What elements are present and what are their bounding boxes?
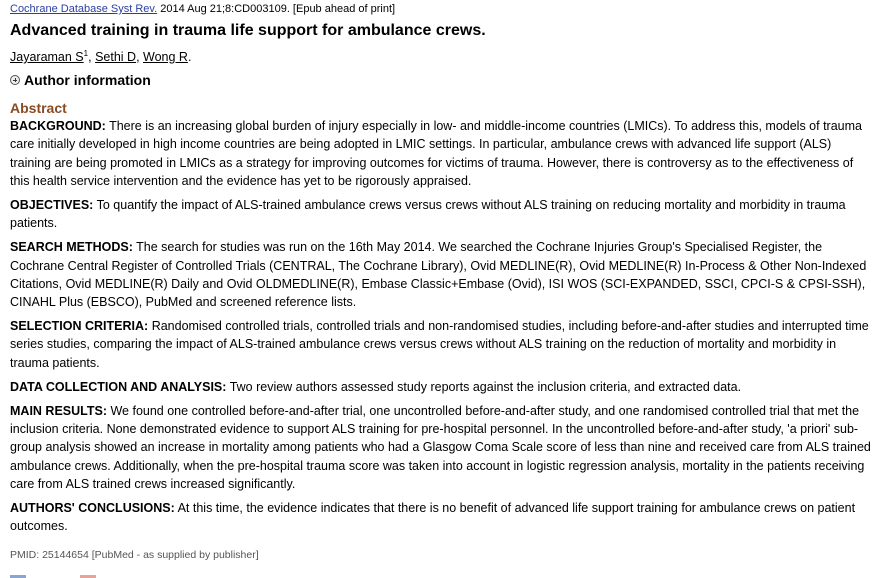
author-link[interactable]: Sethi D	[95, 50, 137, 65]
abstract-section-search-methods	[10, 238, 871, 311]
section-label: SEARCH METHODS:	[10, 240, 133, 255]
abstract-section-conclusions	[10, 499, 871, 535]
section-text: Randomised controlled trials, controlled trials and non-randomised studies, including before-and-after studies and interrupted time series studies, comparing the impact of ALS-trained ambulance crews versus crews without ALS training on the reduction of mortality and morbidity in trauma patients.	[10, 319, 869, 370]
citation-line	[10, 2, 871, 16]
section-text: There is an increasing global burden of injury especially in low- and middle-income countries (LMICs). To address this, models of trauma care initially developed in high income countries are being adopted in LMIC settings. In particular, ambulance crews with advanced life support (ALS) training are being promoted in LMICs as a strategy for improving outcomes for victims of trauma. However, there is controversy as to the effectiveness of this health service intervention and the evidence has yet to be rigorously appraised.	[10, 119, 862, 188]
section-text: At this time, the evidence indicates that there is no benefit of advanced life support training for ambulance crews on patient outcomes.	[10, 501, 856, 534]
abstract-section-background	[10, 117, 871, 190]
article-title: Advanced training in trauma life support for ambulance crews.	[10, 22, 486, 39]
author-information-toggle[interactable]	[10, 71, 871, 89]
section-label: DATA COLLECTION AND ANALYSIS:	[10, 379, 227, 394]
pmid-line: PMID: 25144654 [PubMed - as supplied by publisher]	[10, 549, 259, 562]
abstract-heading: Abstract	[10, 100, 67, 117]
author-information-label: Author information	[24, 72, 151, 89]
author-affiliation-sup: 1	[83, 49, 89, 58]
author-link[interactable]: Jayaraman S	[10, 50, 84, 65]
author-list: Jayaraman $S^1$, Sethi D, Wong R.	[10, 49, 192, 65]
section-label: SELECTION CRITERIA:	[10, 319, 149, 334]
abstract-body	[10, 117, 871, 535]
section-label: OBJECTIVES:	[10, 197, 94, 212]
section-text: To quantify the impact of ALS-trained ambulance crews versus crews without ALS training on reducing mortality and morbidity in trauma patients.	[10, 197, 846, 231]
section-text: The search for studies was run on the 16th May 2014. We searched the Cochrane Injuries Group's Specialised Register, the Cochrane Central Register of Controlled Trials (CENTRAL, The Cochrane Library), Ovid MEDLINE(R), Ovid MEDLINE(R) In-Process & Other Non-Indexed Citations, Ovid MEDLINE(R) Daily and Ovid OLDMEDLINE(R), Embase Classic+Embase (Ovid), ISI WOS (SCI-EXPANDED, SSCI, CPCI-S & CPSI-SSH), CINAHL Plus (EBSCO), PubMed and screened reference lists.	[10, 240, 867, 309]
abstract-section-data-collection	[10, 378, 871, 396]
section-label: MAIN RESULTS:	[10, 404, 107, 418]
abstract-section-objectives	[10, 196, 871, 232]
citation-details: 2014 Aug 21;8:CD003109. [Epub ahead of print]	[157, 3, 396, 15]
abstract-section-selection-criteria	[10, 317, 871, 372]
section-label: BACKGROUND:	[10, 119, 106, 134]
section-text: Two review authors assessed study reports against the inclusion criteria, and extracted data.	[229, 379, 742, 394]
journal-link[interactable]: Cochrane Database Syst Rev.	[10, 3, 158, 15]
section-label: AUTHORS' CONCLUSIONS:	[10, 501, 175, 516]
section-text: We found one controlled before-and-after trial, one uncontrolled before-and-after study, and one randomised controlled trial that met the inclusion criteria. None demonstrated evidence to support ALS training for pre-hospital personnel. In the uncontrolled before-and-after study, 'a priori' sub-group analysis showed an increase in mortality among patients who had a Glasgow Coma Scale score of less than nine and received care from ALS trained ambulance crews. Additionally, when the pre-hospital trauma score was taken into account in logistic regression analysis, mortality in the patients receiving care from ALS trained crews increased significantly.	[10, 404, 871, 491]
author-link[interactable]: Wong R	[143, 50, 188, 65]
expand-plus-icon[interactable]	[10, 75, 20, 85]
abstract-section-main-results	[10, 402, 871, 493]
